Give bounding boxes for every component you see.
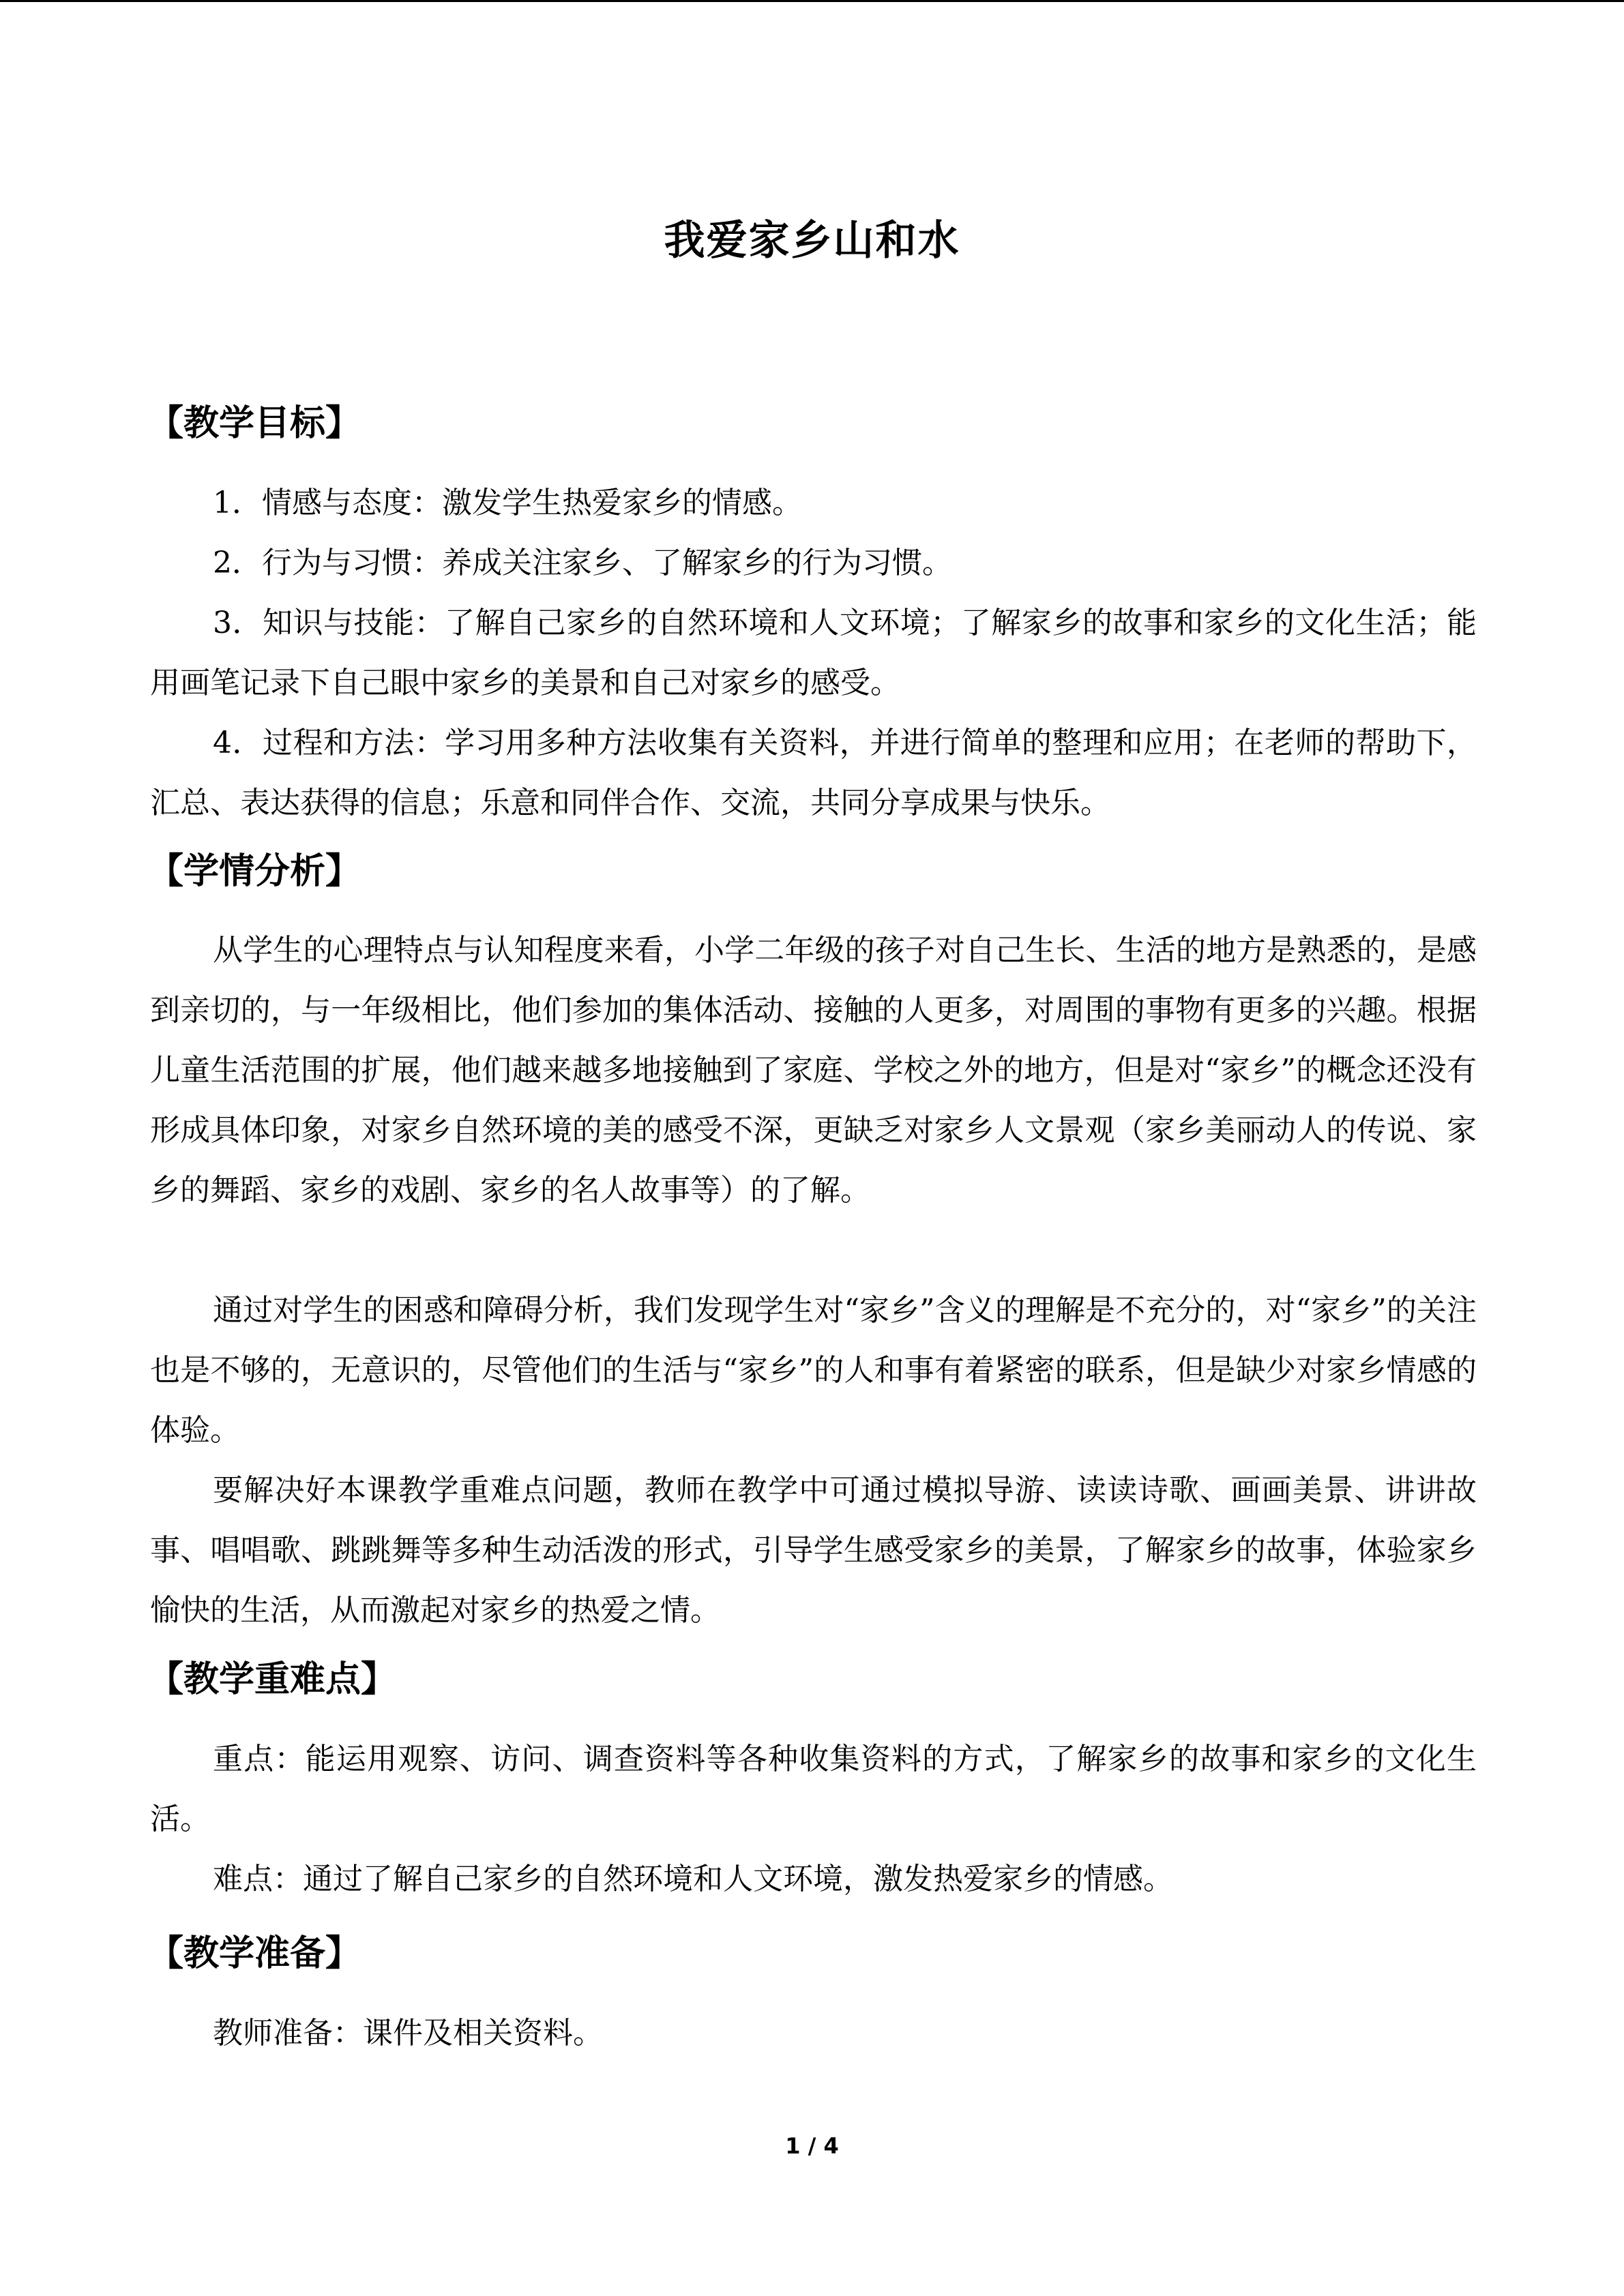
- document-title: 我爱家乡山和水: [664, 217, 960, 265]
- analysis-paragraph-1: 从学生的心理特点与认知程度来看，小学二年级的孩子对自己生长、生活的地方是熟悉的，是感到亲切的，与一年级相比，他们参加的集体活动、接触的人更多，对周围的事物有更多的兴趣。根据儿童生活范围的扩展，他们越来越多地接触到了家庭、学校之外的地方，但是对“家乡”的概念还没有形成具体印象，对家乡自然环境的美的感受不深，更缺乏对家乡人文景观（家乡美丽动人的传说、家乡的舞蹈、家乡的戏剧、家乡的名人故事等）的了解。: [150, 933, 1477, 1208]
- analysis-paragraph-3: 要解决好本课教学重难点问题，教师在教学中可通过模拟导游、读读诗歌、画画美景、讲讲故事、唱唱歌、跳跳舞等多种生动活泼的形式，引导学生感受家乡的美景，了解家乡的故事，体验家乡愉快的生活，从而激起对家乡的热爱之情。: [150, 1473, 1477, 1628]
- section-heading-preparation: 【教学准备】: [148, 1933, 361, 1974]
- goal-paragraph-1: 1．情感与态度：激发学生热爱家乡的情感。: [213, 486, 802, 520]
- section-heading-student-analysis: 【学情分析】: [148, 851, 361, 892]
- preparation-paragraph: 教师准备：课件及相关资料。: [213, 2016, 603, 2051]
- goal-paragraph-3: 3．知识与技能：了解自己家乡的自然环境和人文环境；了解家乡的故事和家乡的文化生活；能用画笔记录下自己眼中家乡的美景和自己对家乡的感受。: [150, 606, 1477, 700]
- section-heading-teaching-goals: 【教学目标】: [148, 403, 361, 444]
- difficult-point-paragraph: 难点：通过了解自己家乡的自然环境和人文环境，激发热爱家乡的情感。: [213, 1862, 1173, 1896]
- goal-paragraph-4: 4．过程和方法：学习用多种方法收集有关资料，并进行简单的整理和应用；在老师的帮助下，汇总、表达获得的信息；乐意和同伴合作、交流，共同分享成果与快乐。: [150, 726, 1477, 820]
- goal-paragraph-2: 2．行为与习惯：养成关注家乡、了解家乡的行为习惯。: [213, 546, 952, 580]
- page-number: 1 / 4: [785, 2133, 839, 2159]
- analysis-paragraph-2: 通过对学生的困惑和障碍分析，我们发现学生对“家乡”含义的理解是不充分的，对“家乡”的关注也是不够的，无意识的，尽管他们的生活与“家乡”的人和事有着紧密的联系，但是缺少对家乡情感的体验。: [150, 1293, 1477, 1448]
- key-point-paragraph: 重点：能运用观察、访问、调查资料等各种收集资料的方式，了解家乡的故事和家乡的文化生活。: [150, 1742, 1477, 1836]
- section-heading-key-difficult-points: 【教学重难点】: [148, 1659, 397, 1700]
